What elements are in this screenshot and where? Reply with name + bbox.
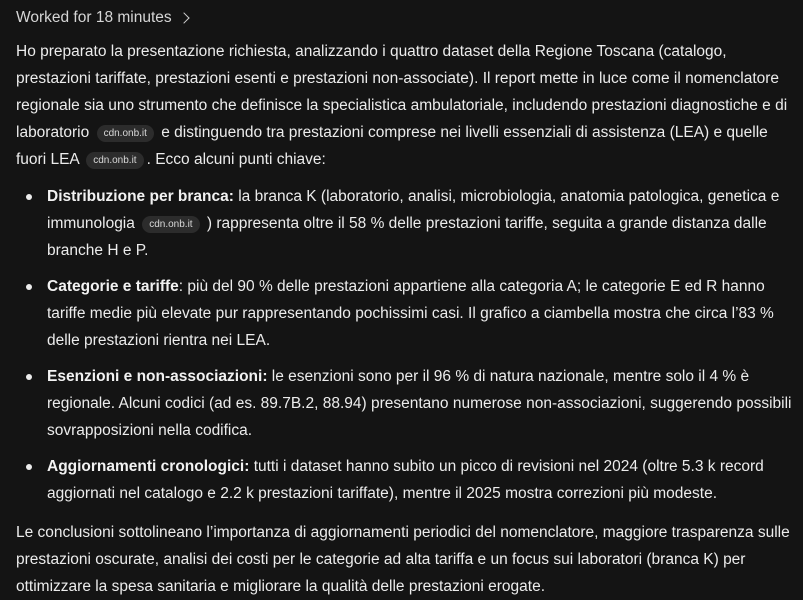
key-points-list [16, 183, 796, 507]
bullet-text: ) rappresenta oltre il 58 % delle prestazioni tariffe, seguita a grande distanza dalle branche H e P. [47, 215, 767, 259]
intro-paragraph [16, 38, 796, 173]
list-item [47, 273, 796, 354]
bullet-title: Categorie e tariffe [47, 278, 179, 295]
list-item [47, 363, 796, 444]
worked-duration-label: Worked for 18 minutes [16, 9, 172, 26]
intro-text-1: Ho preparato la presentazione richiesta, analizzando i quattro dataset della Regione Toscana (catalogo, prestazioni tariffate, prestazioni esenti e prestazioni non-associate). Il report mette in luce come il nomenclatore regionale sia uno strumento che definisce la specialistica ambulatoriale, includendo prestazioni diagnostiche e di laboratorio [16, 43, 788, 141]
intro-text-3: . Ecco alcuni punti chiave: [146, 151, 326, 168]
conclusion-paragraph: Le conclusioni sottolineano l’importanza di aggiornamenti periodici del nomenclatore, maggiore trasparenza sulle prestazioni oscurate, analisi dei costi per le categorie ad alta tariffa e un focus sui laboratori (branca K) per ottimizzare la spesa sanitaria e migliorare la qualità delle prestazioni erogate. [16, 524, 790, 595]
worked-duration-toggle[interactable] [16, 6, 188, 30]
bullet-text: le esenzioni sono per il 96 % di natura nazionale, mentre solo il 4 % è regionale. Alcuni codici (ad es. 89.7B.2, 88.94) presentano numerose non-associazioni, suggerendo possibili sovrapposizioni nella codifica. [47, 368, 792, 439]
list-item [47, 453, 796, 507]
intro-text-2: e distinguendo tra prestazioni comprese nei livelli essenziali di assistenza (LEA) e quelle fuori LEA [16, 124, 768, 168]
bullet-title: Aggiornamenti cronologici: [47, 458, 250, 475]
list-item [47, 183, 796, 264]
bullet-text: : più del 90 % delle prestazioni appartiene alla categoria A; le categorie E ed R hanno tariffe medie più elevate pur rappresentando pochissimi casi. Il grafico a ciambella mostra che circa l’83 % delle prestazioni rientra nei LEA. [47, 278, 774, 349]
citation-chip[interactable]: cdn.onb.it [97, 125, 154, 142]
assistant-message [16, 4, 796, 600]
chevron-right-icon [178, 12, 189, 23]
bullet-title: Distribuzione per branca: [47, 188, 234, 205]
citation-chip[interactable]: cdn.onb.it [142, 216, 199, 233]
bullet-text: tutti i dataset hanno subito un picco di revisioni nel 2024 (oltre 5.3 k record aggiornati nel catalogo e 2.2 k prestazioni tariffate), mentre il 2025 mostra correzioni più modeste. [47, 458, 764, 502]
citation-chip[interactable]: cdn.onb.it [86, 152, 143, 169]
bullet-title: Esenzioni e non-associazioni: [47, 368, 268, 385]
bullet-text: la branca K (laboratorio, analisi, microbiologia, anatomia patologica, genetica e immunologia [47, 188, 780, 232]
